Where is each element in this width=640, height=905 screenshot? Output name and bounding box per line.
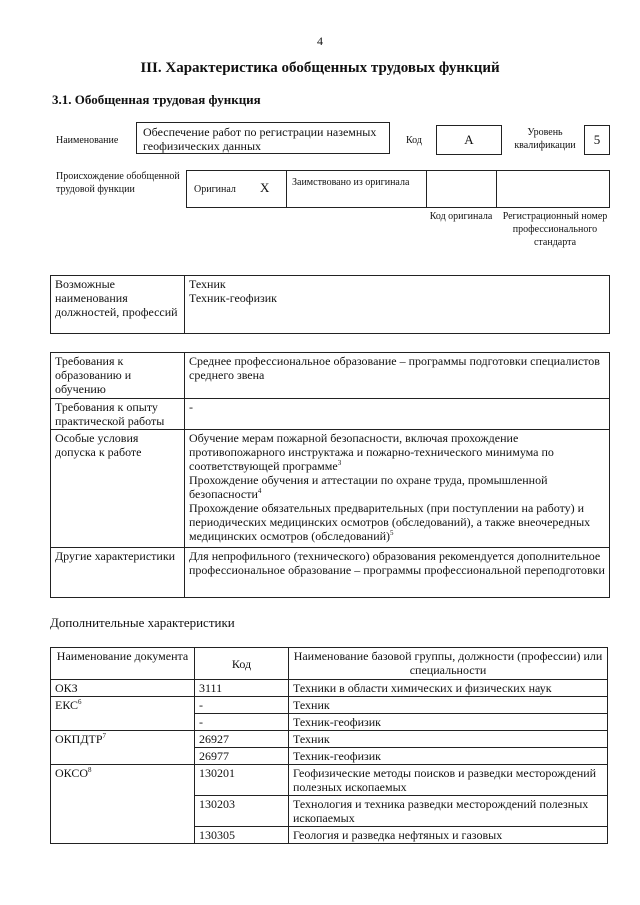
table-row bbox=[51, 430, 610, 548]
code-cell: 130305 bbox=[195, 827, 289, 844]
name-cell: Техники в области химических и физических наук bbox=[289, 680, 608, 697]
code-original-caption: Код оригинала bbox=[429, 211, 493, 222]
table-row bbox=[51, 548, 610, 598]
section-title: III. Характеристика обобщенных трудовых функций bbox=[140, 60, 500, 76]
req-value bbox=[185, 430, 610, 548]
positions-table bbox=[50, 275, 610, 334]
table-row bbox=[51, 765, 608, 796]
table-row bbox=[51, 680, 608, 697]
original-mark: X bbox=[260, 180, 270, 195]
requirements-table bbox=[50, 352, 610, 598]
origin-divider bbox=[426, 170, 427, 208]
level-value: 5 bbox=[593, 132, 601, 147]
req-paragraph: Прохождение обучения и аттестации по охране труда, промышленной безопасности$^4$ bbox=[189, 473, 548, 501]
name-cell: Техник bbox=[289, 697, 608, 714]
req-paragraph: Обучение мерам пожарной безопасности, включая прохождение противопожарного инструктажа и пожарно-технического минимума по соответствующей программе$^3$ bbox=[189, 431, 554, 473]
req-value: - bbox=[185, 399, 610, 430]
header-doc: Наименование документа bbox=[51, 648, 195, 680]
footnote-ref: 4 bbox=[257, 487, 262, 495]
positions-cell bbox=[185, 276, 610, 334]
req-label: Особые условия допуска к работе bbox=[51, 430, 185, 548]
code-cell: - bbox=[195, 697, 289, 714]
name-label: Наименование bbox=[56, 135, 119, 146]
subsection-title: 3.1. Обобщенная трудовая функция bbox=[52, 92, 261, 107]
origin-divider bbox=[496, 170, 497, 208]
header-code: Код bbox=[195, 648, 289, 680]
doc-cell: ОКПДТР$^7$ bbox=[51, 731, 195, 765]
code-cell: 3111 bbox=[195, 680, 289, 697]
req-label: Требования к опыту практической работы bbox=[51, 399, 185, 430]
footnote-ref: 3 bbox=[337, 459, 342, 467]
reg-number-caption: Регистрационный номер профессионального стандарта bbox=[502, 211, 608, 248]
table-header-row bbox=[51, 648, 608, 680]
name-cell: Техник-геофизик bbox=[289, 748, 608, 765]
borrowed-label: Заимствовано из оригинала bbox=[292, 177, 410, 188]
doc-cell: ЕКС$^6$ bbox=[51, 697, 195, 731]
code-cell: 130203 bbox=[195, 796, 289, 827]
level-label: Уровень квалификации bbox=[514, 127, 576, 151]
origin-divider bbox=[286, 170, 287, 208]
table-row bbox=[51, 731, 608, 748]
name-cell: Техник bbox=[289, 731, 608, 748]
footnote-ref: 6 bbox=[78, 698, 82, 706]
table-row bbox=[51, 399, 610, 430]
name-cell: Геофизические методы поисков и разведки месторождений полезных ископаемых bbox=[289, 765, 608, 796]
position-item: Техник bbox=[189, 277, 226, 291]
name-cell: Технология и техника разведки месторождений полезных ископаемых bbox=[289, 796, 608, 827]
name-cell: Техник-геофизик bbox=[289, 714, 608, 731]
footnote-ref: 5 bbox=[390, 529, 394, 537]
header-name: Наименование базовой группы, должности (профессии) или специальности bbox=[289, 648, 608, 680]
additional-title: Дополнительные характеристики bbox=[50, 615, 235, 630]
code-value-box bbox=[436, 125, 502, 155]
function-name-box bbox=[136, 122, 390, 154]
doc-cell: ОКЗ bbox=[51, 680, 195, 697]
page-number: 4 bbox=[317, 34, 323, 48]
additional-table bbox=[50, 647, 608, 844]
code-value: А bbox=[464, 132, 474, 147]
position-item: Техник-геофизик bbox=[189, 291, 277, 305]
positions-label: Возможные наименования должностей, профессий bbox=[51, 276, 185, 334]
req-label: Другие характеристики bbox=[51, 548, 185, 598]
req-label: Требования к образованию и обучению bbox=[51, 353, 185, 399]
table-row bbox=[51, 353, 610, 399]
code-cell: 26927 bbox=[195, 731, 289, 748]
code-label: Код bbox=[406, 135, 422, 146]
name-cell: Геология и разведка нефтяных и газовых bbox=[289, 827, 608, 844]
req-value: Для непрофильного (технического) образования рекомендуется дополнительное профессиональное образование – программы профессиональной переподготовки bbox=[185, 548, 610, 598]
code-cell: 130201 bbox=[195, 765, 289, 796]
code-cell: 26977 bbox=[195, 748, 289, 765]
table-row bbox=[51, 697, 608, 714]
req-value: Среднее профессиональное образование – программы подготовки специалистов среднего звена bbox=[185, 353, 610, 399]
level-value-box bbox=[584, 125, 610, 155]
req-paragraph: Прохождение обязательных предварительных (при поступлении на работу) и периодических медицинских осмотров (обследований), а также внеочередных медицинских осмотров (обследований)$^5$ bbox=[189, 501, 591, 543]
function-name-value: Обеспечение работ по регистрации наземных геофизических данных bbox=[143, 125, 377, 153]
original-label: Оригинал bbox=[194, 184, 236, 195]
code-cell: - bbox=[195, 714, 289, 731]
footnote-ref: 7 bbox=[102, 732, 107, 740]
table-row bbox=[51, 276, 610, 334]
origin-label: Происхождение обобщенной трудовой функции bbox=[56, 171, 180, 195]
doc-cell: ОКСО$^8$ bbox=[51, 765, 195, 844]
footnote-ref: 8 bbox=[88, 766, 92, 774]
